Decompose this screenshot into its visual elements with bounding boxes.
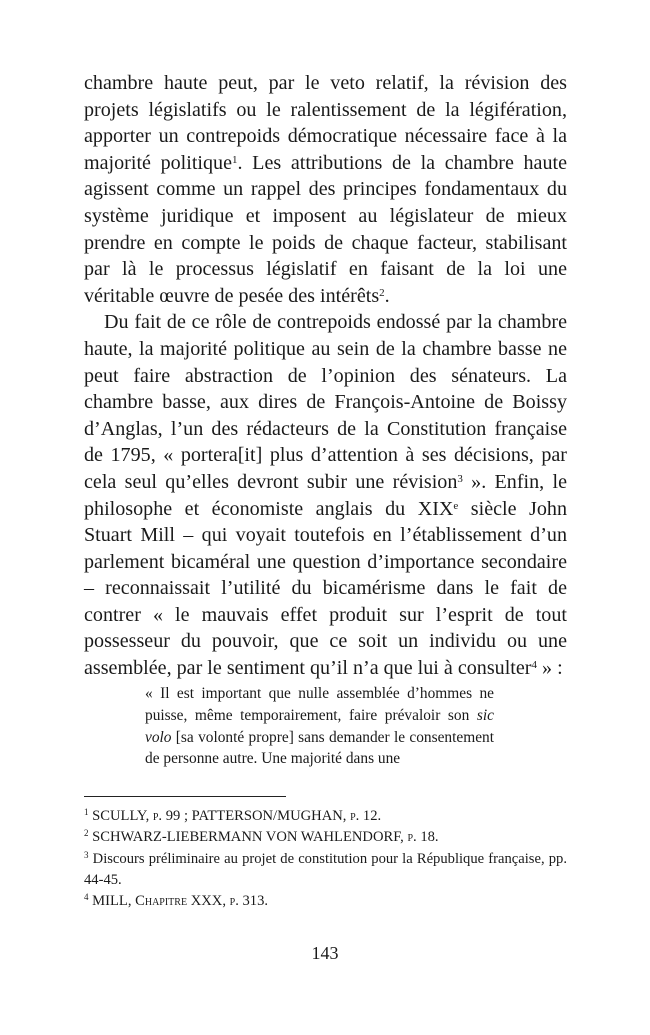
footnote-number: 2 [84, 828, 89, 839]
quote-text-b: [sa volonté propre] sans demander le consentement de personne autre. Une majorité dans une [145, 728, 494, 768]
footnote-4 [84, 891, 567, 912]
footnote-separator [84, 796, 286, 797]
footnote-number: 3 [84, 849, 89, 860]
main-text [84, 70, 567, 682]
footnote-number: 4 [84, 892, 89, 903]
paragraph-1 [84, 70, 567, 309]
footnote-number: 1 [84, 807, 89, 817]
footnote-ref-3: 3 [457, 472, 463, 485]
paragraph-1-text-a: chambre haute peut, par le veto relatif, la révision des projets législatifs ou le ralentissement de la légifération, apporter un contrepoids démocratique nécessaire face à la majorité politique [84, 72, 567, 174]
paragraph-2 [84, 309, 567, 681]
footnote-1 [84, 806, 567, 827]
footnote-text: MILL, Chapitre XXX, p. 313. [92, 893, 269, 910]
footnote-ref-2: 2 [379, 286, 385, 299]
footnotes [84, 806, 567, 912]
paragraph-2-text-b: ». Enfin, le philosophe et économiste anglais du XIX [84, 470, 567, 520]
century-superscript: e [453, 499, 459, 512]
footnote-3 [84, 849, 567, 892]
footnote-ref-4: 4 [531, 659, 537, 672]
block-quote-paragraph [145, 683, 494, 770]
paragraph-1-text-c: . [384, 284, 390, 307]
paragraph-2-text-d: » : [537, 657, 563, 680]
quote-text-a: « Il est important que nulle assemblée d’hommes ne puisse, même temporairement, faire prévaloir son [145, 685, 494, 724]
paragraph-1-text-b: . Les attributions de la chambre haute agissent comme un rappel des principes fondamentaux du système juridique et imposent au législateur de mieux prendre en compte le poids de chaque facteur, stabilisant par là le processus législatif en faisant de la loi une véritable œuvre de pesée des intérêts [84, 151, 568, 307]
quote-italic: sic volo [145, 706, 494, 746]
footnote-text: SCULLY, p. 99 ; PATTERSON/MUGHAN, p. 12. [92, 808, 382, 824]
page-number: 143 [311, 943, 339, 963]
footnote-ref-1: 1 [232, 153, 238, 166]
block-quote [145, 683, 494, 770]
footnote-text: SCHWARZ-LIEBERMANN VON WAHLENDORF, p. 18. [92, 829, 439, 846]
paragraph-2-text-c: siècle John Stuart Mill – qui voyait toutefois en l’établissement d’un parlement bicaméral une question d’importance secondaire – reconnaissait l’utilité du bicamérisme dans le fait de contrer « le mauvais effet produit sur l’esprit de tout possesseur du pouvoir, que ce soit un individu ou une assemblée, par le sentiment qu’il n’a que lui à consulter [84, 497, 567, 680]
footnote-text: Discours préliminaire au projet de constitution pour la République française, pp. 44-45. [84, 850, 567, 888]
paragraph-2-text-a: Du fait de ce rôle de contrepoids endossé par la chambre haute, la majorité politique au sein de la chambre basse ne peut faire abstraction de l’opinion des sénateurs. La chambre basse, aux dires de François-Antoine de Boissy d’Anglas, l’un des rédacteurs de la Constitution française de 1795, « portera[it] plus d’attention à ses décisions, par cela seul qu’elles devront subir une révision [84, 311, 567, 493]
footnote-2 [84, 827, 567, 848]
